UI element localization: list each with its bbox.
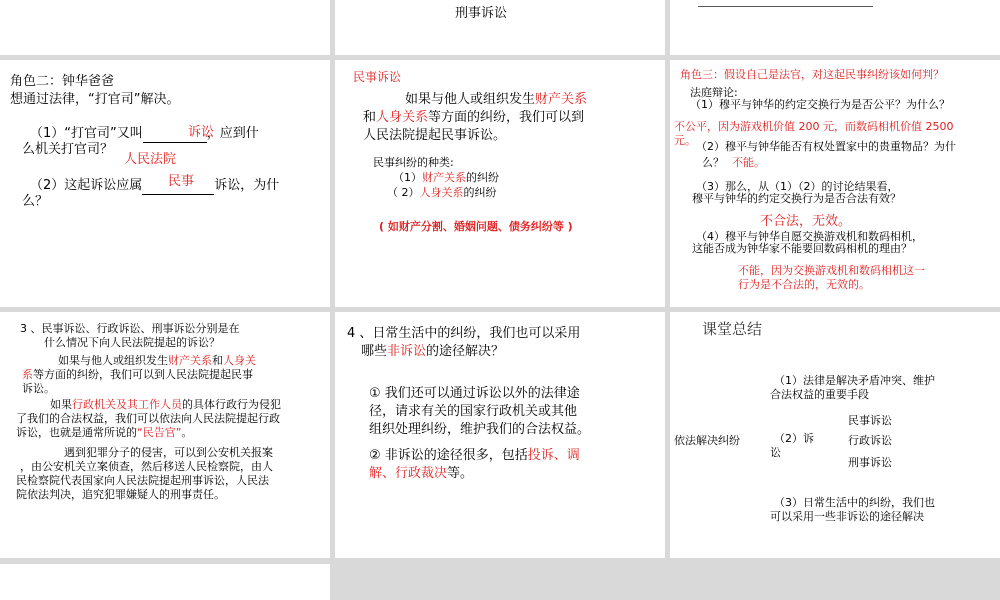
a4-line2: 行为是不合法的，无效的。 — [738, 278, 870, 291]
slide-summary — [670, 312, 1000, 558]
answer-1-line-2: 径，请求有关的国家行政机关或其他 — [369, 404, 578, 419]
answer-2-line-1: ② 非诉讼的途径很多，包括投诉、调 — [369, 448, 580, 463]
heading: 角色二：钟华爸爸 — [10, 74, 115, 89]
slide-three-litigations — [0, 312, 330, 558]
slide-top-middle — [335, 0, 665, 55]
point-3-line-2: 可以采用一些非诉讼的途径解决 — [770, 510, 924, 523]
answer-1-line-3: 组织处理纠纷，维护我们的合法权益。 — [369, 422, 591, 437]
heading: 民事诉讼 — [353, 70, 402, 84]
question-cont: 哪些非诉讼的途径解决？ — [361, 344, 505, 359]
slide-role-three — [670, 60, 1000, 307]
criminal-line-3: 民检察院代表国家向人民法院提起刑事诉讼，人民法 — [16, 474, 269, 487]
point-2-cont: 讼 — [770, 446, 781, 459]
divider-line — [698, 6, 873, 7]
a1-line1: 不公平，因为游戏机价值 200 元，而数码相机价值 2500 — [674, 120, 954, 133]
answer-court: 人民法院 — [124, 152, 177, 167]
slide-title: 刑事诉讼 — [455, 6, 508, 21]
criminal-line-4: 院依法判决，追究犯罪嫌疑人的刑事责任。 — [16, 488, 225, 501]
question-2-cont: 么？ — [22, 194, 49, 209]
admin-line-3: 诉讼，也就是通常所说的“民告官”。 — [16, 426, 193, 439]
summary-root: 依法解决纠纷 — [674, 434, 740, 447]
a1-line2: 元。 — [674, 134, 696, 147]
slide-top-right — [670, 0, 1000, 55]
answer-1-line-1: ① 我们还可以通过诉讼以外的法律途 — [369, 386, 580, 401]
question-1: （1）“打官司”又叫 ，应到什 — [30, 126, 259, 143]
q2: （2）穆平与钟华能否有权处置家中的贵重物品？为什 — [696, 140, 956, 153]
point-3-line-1: （3）日常生活中的纠纷，我们也 — [774, 496, 935, 509]
type-1: （1）财产关系的纠纷 — [393, 171, 499, 184]
para-line-3: 人民法院提起民事诉讼。 — [363, 128, 507, 143]
sub-admin: 行政诉讼 — [848, 434, 892, 447]
q4: （4）穆平与钟华自愿交换游戏机和数码相机， — [696, 230, 923, 243]
a3: 不合法，无效。 — [760, 214, 852, 229]
para-line-1: 如果与他人或组织发生财产关系 — [405, 92, 588, 107]
criminal-line-2: ，由公安机关立案侦查，然后移送人民检察院，由人 — [20, 460, 273, 473]
slide-top-left — [0, 0, 330, 55]
answer-2-line-2: 解、行政裁决等。 — [369, 466, 474, 481]
question-1-cont: 么机关打官司？ — [22, 142, 114, 157]
slide-non-litigation — [335, 312, 665, 558]
q4-cont: 这能否成为钟华家不能要回数码相机的理由？ — [692, 242, 912, 255]
summary-title: 课堂总结 — [702, 320, 763, 338]
text-line: 想通过法律，“打官司”解决。 — [10, 92, 180, 107]
question: 4 、日常生活中的纠纷，我们也可以采用 — [347, 326, 581, 341]
admin-line-2: 了我们的合法权益，我们可以依法向人民法院提起行政 — [16, 412, 280, 425]
civil-line-2: 系等方面的纠纷，我们可以到人民法院提起民事 — [22, 368, 253, 381]
q3: （3）那么，从（1）（2）的讨论结果看， — [696, 180, 899, 193]
answer-civil: 民事 — [168, 174, 195, 189]
debate-label: 法庭辩论: — [690, 86, 738, 99]
slide-civil-litigation — [335, 60, 665, 307]
sub-criminal: 刑事诉讼 — [848, 456, 892, 469]
q1: （1）穆平与钟华的约定交换行为是否公平？为什么？ — [690, 98, 950, 111]
civil-line-1: 如果与他人或组织发生财产关系和人身关 — [58, 354, 256, 367]
a2: 不能。 — [732, 156, 765, 169]
types-heading: 民事纠纷的种类: — [373, 156, 454, 169]
sub-civil: 民事诉讼 — [848, 414, 892, 427]
question-cont: 什么情况下向人民法院提起的诉讼？ — [44, 336, 220, 349]
point-1-line-2: 合法权益的重要手段 — [770, 388, 869, 401]
admin-line-1: 如果行政机关及其工作人员的具体行政行为侵犯 — [50, 398, 281, 411]
q2-cont: 么？ — [702, 156, 724, 169]
criminal-line-1: 遇到犯罪分子的侵害，可以到公安机关报案 — [64, 446, 273, 459]
heading: 角色三：假设自己是法官，对这起民事纠纷该如何判？ — [680, 68, 944, 81]
question-2: （2）这起诉讼应属 诉讼，为什 — [30, 178, 279, 195]
question: 3 、民事诉讼、行政诉讼、刑事诉讼分别是在 — [20, 322, 240, 335]
examples: ( 如财产分割、婚姻问题、债务纠纷等 ) — [379, 220, 573, 233]
civil-line-3: 诉讼。 — [22, 382, 55, 395]
point-2: （2）诉 — [774, 432, 814, 445]
q3-cont: 穆平与钟华的约定交换行为是否合法有效？ — [692, 192, 901, 205]
point-1-line-1: （1）法律是解决矛盾冲突、维护 — [774, 374, 935, 387]
a4-line1: 不能，因为交换游戏机和数码相机这一 — [738, 264, 925, 277]
answer-litigation: 诉讼 — [188, 125, 215, 140]
type-2: （ 2）人身关系的纠纷 — [387, 186, 497, 199]
slide-bottom-left — [0, 564, 330, 600]
slide-role-two — [0, 60, 330, 307]
para-line-2: 和人身关系等方面的纠纷，我们可以到 — [363, 110, 585, 125]
